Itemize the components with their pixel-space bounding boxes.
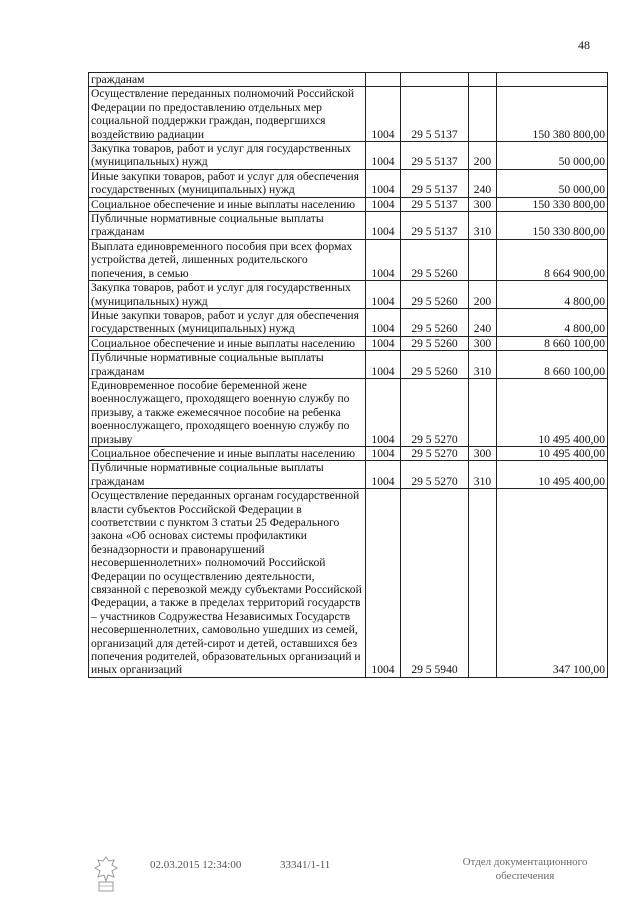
row-amount: 10 495 400,00 (497, 378, 608, 446)
row-section-code (366, 73, 401, 87)
row-target-article-code: 29 5 5260 (401, 336, 469, 350)
row-target-article-code: 29 5 5270 (401, 378, 469, 446)
row-target-article-code: 29 5 5260 (401, 351, 469, 379)
row-target-article-code: 29 5 5260 (401, 281, 469, 309)
table-row (89, 378, 608, 446)
table-row (89, 87, 608, 142)
row-amount: 150 330 800,00 (497, 212, 608, 240)
department-stamp (450, 855, 600, 883)
table-row (89, 239, 608, 280)
row-section-code: 1004 (366, 212, 401, 240)
row-description: Публичные нормативные социальные выплаты гражданам (89, 212, 366, 240)
table-row (89, 169, 608, 197)
row-expense-type-code: 310 (469, 461, 497, 489)
budget-table-body (89, 73, 608, 678)
row-amount: 50 000,00 (497, 169, 608, 197)
row-section-code: 1004 (366, 281, 401, 309)
row-expense-type-code: 240 (469, 169, 497, 197)
row-expense-type-code: 300 (469, 446, 497, 460)
page-number: 48 (578, 38, 590, 52)
table-row (89, 336, 608, 350)
budget-table (88, 72, 608, 678)
row-expense-type-code (469, 87, 497, 142)
row-description: Выплата единовременного пособия при всех формах устройства детей, лишенных родительского попечения, в семью (89, 239, 366, 280)
row-target-article-code: 29 5 5260 (401, 308, 469, 336)
row-amount: 10 495 400,00 (497, 461, 608, 489)
row-section-code: 1004 (366, 169, 401, 197)
row-description: Публичные нормативные социальные выплаты гражданам (89, 461, 366, 489)
row-target-article-code: 29 5 5940 (401, 489, 469, 678)
row-amount (497, 73, 608, 87)
row-target-article-code: 29 5 5137 (401, 197, 469, 211)
row-amount: 150 330 800,00 (497, 197, 608, 211)
row-expense-type-code (469, 73, 497, 87)
row-expense-type-code: 200 (469, 281, 497, 309)
row-section-code: 1004 (366, 239, 401, 280)
table-row (89, 489, 608, 678)
row-expense-type-code: 310 (469, 351, 497, 379)
row-section-code: 1004 (366, 142, 401, 170)
row-expense-type-code (469, 378, 497, 446)
row-description: Социальное обеспечение и иные выплаты населению (89, 197, 366, 211)
table-row (89, 461, 608, 489)
row-section-code: 1004 (366, 87, 401, 142)
row-expense-type-code: 300 (469, 197, 497, 211)
row-amount: 10 495 400,00 (497, 446, 608, 460)
table-row (89, 73, 608, 87)
table-row (89, 308, 608, 336)
row-amount: 8 660 100,00 (497, 336, 608, 350)
stamp-line-1: Отдел документационного (462, 856, 588, 868)
row-expense-type-code: 240 (469, 308, 497, 336)
row-expense-type-code: 300 (469, 336, 497, 350)
row-description: Закупка товаров, работ и услуг для государственных (муниципальных) нужд (89, 142, 366, 170)
row-target-article-code: 29 5 5270 (401, 461, 469, 489)
row-amount: 8 664 900,00 (497, 239, 608, 280)
row-description: Закупка товаров, работ и услуг для государственных (муниципальных) нужд (89, 281, 366, 309)
row-amount: 4 800,00 (497, 308, 608, 336)
row-section-code: 1004 (366, 336, 401, 350)
row-target-article-code (401, 73, 469, 87)
row-amount: 347 100,00 (497, 489, 608, 678)
page-footer (0, 855, 640, 895)
row-target-article-code: 29 5 5137 (401, 212, 469, 240)
table-row (89, 197, 608, 211)
table-row (89, 212, 608, 240)
table-row (89, 281, 608, 309)
row-section-code: 1004 (366, 351, 401, 379)
row-description: Единовременное пособие беременной жене военнослужащего, проходящего военную службу по призыву, а также ежемесячное пособие на ребенка военнослужащего, проходящего военную службу по призыву (89, 378, 366, 446)
row-section-code: 1004 (366, 308, 401, 336)
stamp-line-2: обеспечения (495, 870, 555, 882)
row-target-article-code: 29 5 5137 (401, 87, 469, 142)
footer-date: 02.03.2015 12:34:00 (150, 859, 242, 871)
table-row (89, 142, 608, 170)
row-amount: 8 660 100,00 (497, 351, 608, 379)
row-section-code: 1004 (366, 489, 401, 678)
row-description: Социальное обеспечение и иные выплаты населению (89, 446, 366, 460)
table-row (89, 351, 608, 379)
table-row (89, 446, 608, 460)
row-target-article-code: 29 5 5137 (401, 169, 469, 197)
row-section-code: 1004 (366, 461, 401, 489)
row-section-code: 1004 (366, 446, 401, 460)
row-target-article-code: 29 5 5137 (401, 142, 469, 170)
row-expense-type-code: 200 (469, 142, 497, 170)
row-amount: 4 800,00 (497, 281, 608, 309)
row-expense-type-code (469, 489, 497, 678)
row-description: гражданам (89, 73, 366, 87)
row-description: Иные закупки товаров, работ и услуг для обеспечения государственных (муниципальных) нужд (89, 169, 366, 197)
row-section-code: 1004 (366, 378, 401, 446)
row-section-code: 1004 (366, 197, 401, 211)
row-description: Осуществление переданных полномочий Российской Федерации по предоставлению отдельных мер социальной поддержки граждан, подвергшихся воздействию радиации (89, 87, 366, 142)
row-expense-type-code: 310 (469, 212, 497, 240)
footer-document-number: 33341/1-11 (280, 859, 331, 871)
row-description: Иные закупки товаров, работ и услуг для обеспечения государственных (муниципальных) нужд (89, 308, 366, 336)
row-expense-type-code (469, 239, 497, 280)
row-amount: 50 000,00 (497, 142, 608, 170)
row-description: Осуществление переданных органам государственной власти субъектов Российской Федерации в соответствии с пунктом 3 статьи 25 Федерального закона «Об основах системы профилактики безнадзорности и правонарушений несовершеннолетних» полномочий Российской Федерации по осуществлению деятельности, связанной с перевозкой между субъектами Российской Федерации, а также в пределах территорий государств – участников Содружества Независимых Государств несовершеннолетних, самовольно ушедших из семей, организаций для детей-сирот и детей, оставшихся без попечения родителей, образовательных организаций и иных организаций (89, 489, 366, 678)
row-target-article-code: 29 5 5260 (401, 239, 469, 280)
row-description: Публичные нормативные социальные выплаты гражданам (89, 351, 366, 379)
row-amount: 150 380 800,00 (497, 87, 608, 142)
row-target-article-code: 29 5 5270 (401, 446, 469, 460)
row-description: Социальное обеспечение и иные выплаты населению (89, 336, 366, 350)
coat-of-arms-icon (92, 855, 120, 893)
